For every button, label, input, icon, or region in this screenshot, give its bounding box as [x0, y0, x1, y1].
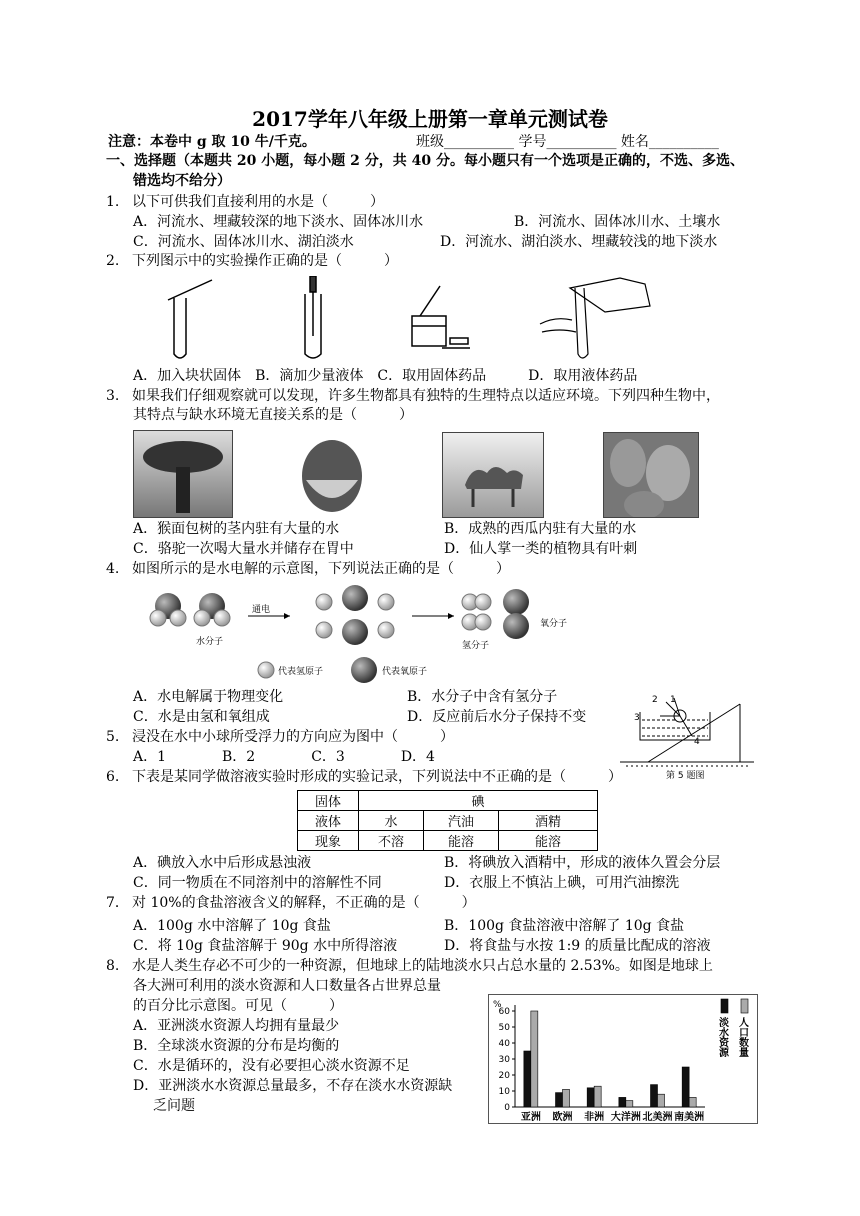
test-tube-solid-illustration — [168, 280, 212, 358]
q3-option-b[interactable]: B．成熟的西瓜内驻有大量的水 — [444, 521, 637, 537]
bar-population — [594, 1086, 601, 1107]
name-field[interactable]: __________ — [648, 134, 719, 150]
q6-option-a[interactable]: A．碘放入水中后形成悬浊液 — [133, 855, 312, 871]
y-tick-label: 10 — [498, 1087, 510, 1097]
q8-stem-line1: 8. 水是人类生存必不可少的一种资源，但地球上的陆地淡水只占总水量的 2.53%。如图是地球上 — [106, 958, 713, 974]
q8-option-c[interactable]: C．水是循环的，没有必要担心淡水资源不足 — [133, 1058, 410, 1074]
x-tick-label: 亚洲 — [520, 1112, 541, 1123]
q1-option-b[interactable]: B．河流水、固体冰川水、土壤水 — [514, 214, 721, 230]
page-title: 2017学年八年级上册第一章单元测试卷 — [252, 107, 608, 131]
q7-option-d[interactable]: D．将食盐与水按 1:9 的质量比配成的溶液 — [444, 938, 711, 954]
x-tick-label: 大洋洲 — [610, 1112, 641, 1123]
bar-population — [626, 1101, 633, 1107]
y-tick-label: 60 — [498, 1007, 510, 1017]
bar-population — [658, 1094, 665, 1107]
section-heading-line1: 一、选择题（本题共 20 小题，每小题 2 分，共 40 分。每小题只有一个选项是正确的，不选、多选、 — [106, 153, 744, 169]
hydrogen-atom-key — [258, 662, 274, 678]
table-cell: 汽油 — [424, 811, 499, 831]
q3-stem-line2: 其特点与缺水环境无直接关系的是（ ） — [133, 407, 413, 423]
dropper-illustration — [305, 276, 321, 358]
legend-label: 人口数量 — [736, 1017, 748, 1057]
water-molecule-label: 水分子 — [196, 637, 224, 647]
reaction-arrowhead-1 — [284, 613, 290, 619]
q7-option-b[interactable]: B．100g 食盐溶液中溶解了 10g 食盐 — [444, 918, 685, 934]
cactus-photo — [603, 432, 699, 518]
legend-swatch — [721, 999, 728, 1013]
reaction-arrowhead-2 — [448, 613, 454, 619]
q1-option-d[interactable]: D．河流水、湖泊淡水、埋藏较浅的地下淡水 — [440, 234, 718, 250]
q2-options[interactable]: A．加入块状固体 B．滴加少量液体 C．取用固体药品 D．取用液体药品 — [133, 368, 638, 384]
bar-population — [689, 1097, 696, 1107]
q8-option-b[interactable]: B．全球淡水资源的分布是均衡的 — [133, 1038, 340, 1054]
table-cell: 能溶 — [424, 831, 499, 851]
q8-stem-line2: 各大洲可利用的淡水资源和人口数量各占世界总量 — [133, 978, 441, 994]
watermelon-photo — [296, 430, 368, 516]
q1-stem: 1. 以下可供我们直接利用的水是（ ） — [106, 194, 384, 210]
id-field[interactable]: __________ — [546, 134, 617, 150]
table-cell: 固体 — [298, 791, 359, 811]
figure-caption: 第 5 题图 — [666, 771, 705, 781]
oxygen-atom-key-label: 代表氧原子 — [382, 667, 428, 677]
q6-option-d[interactable]: D．衣服上不慎沾上碘，可用汽油擦洗 — [444, 875, 680, 891]
direction-label-3: 3 — [634, 713, 640, 723]
bar-freshwater — [556, 1093, 563, 1107]
iodine-record-table — [297, 790, 598, 851]
y-tick-label: 30 — [498, 1055, 510, 1065]
q8-option-a[interactable]: A．亚洲淡水资源人均拥有量最少 — [133, 1018, 340, 1034]
baobab-photo — [133, 430, 233, 518]
direction-label-2: 2 — [652, 695, 658, 705]
table-cell: 酒精 — [499, 811, 598, 831]
q3-option-c[interactable]: C．骆驼一次喝大量水并储存在胃中 — [133, 541, 354, 557]
legend-swatch — [741, 999, 748, 1013]
q2-lab-figures — [150, 276, 680, 366]
incline — [648, 704, 740, 762]
class-label: 班级 — [416, 134, 444, 150]
table-row — [298, 831, 598, 851]
bar-freshwater — [651, 1085, 658, 1107]
q1-option-a[interactable]: A．河流水、埋藏较深的地下淡水、固体冰川水 — [133, 214, 424, 230]
q6-option-c[interactable]: C．同一物质在不同溶剂中的溶解性不同 — [133, 875, 382, 891]
oxygen-atom-key — [351, 657, 377, 683]
q7-option-a[interactable]: A．100g 水中溶解了 10g 食盐 — [133, 918, 331, 934]
jar-spoon-illustration — [412, 286, 470, 348]
note-line — [108, 132, 316, 152]
bar-freshwater — [524, 1051, 531, 1107]
x-tick-label: 欧洲 — [552, 1112, 573, 1123]
hydrogen-molecules — [462, 594, 491, 630]
freshwater-population-chart — [488, 994, 758, 1124]
water-molecule-right — [194, 593, 230, 626]
y-tick-label: 50 — [498, 1023, 510, 1033]
q3-option-d[interactable]: D．仙人掌一类的植物具有叶刺 — [444, 541, 638, 557]
q7-option-c[interactable]: C．将 10g 食盐溶解于 90g 水中所得溶液 — [133, 938, 398, 954]
oxygen-molecule — [503, 589, 529, 639]
table-cell: 碘 — [359, 791, 598, 811]
y-axis-label: % — [493, 1000, 502, 1010]
q4-option-c[interactable]: C．水是由氢和氧组成 — [133, 709, 270, 725]
table-cell: 能溶 — [499, 831, 598, 851]
table-cell: 现象 — [298, 831, 359, 851]
q1-option-c[interactable]: C．河流水、固体冰川水、湖泊淡水 — [133, 234, 354, 250]
q4-stem: 4. 如图所示的是水电解的示意图，下列说法正确的是（ ） — [106, 561, 510, 577]
q4-option-b[interactable]: B．水分子中含有氢分子 — [407, 689, 558, 705]
bar-population — [531, 1011, 538, 1107]
table-cell: 不溶 — [359, 831, 424, 851]
note-label: 注意：本卷中 g 取 10 牛/千克。 — [108, 134, 316, 150]
name-label: 姓名 — [620, 134, 649, 150]
direction-label-1: 1 — [670, 695, 676, 705]
q4-option-a[interactable]: A．水电解属于物理变化 — [133, 689, 284, 705]
electrolysis-diagram — [140, 582, 590, 686]
student-info — [416, 132, 719, 152]
camel-photo — [442, 432, 544, 518]
q3-option-a[interactable]: A．猴面包树的茎内驻有大量的水 — [133, 521, 340, 537]
q5-stem: 5. 浸没在水中小球所受浮力的方向应为图中（ ） — [106, 729, 454, 745]
x-tick-label: 非洲 — [584, 1112, 605, 1123]
direction-label-4: 4 — [694, 737, 700, 747]
x-tick-label: 北美洲 — [642, 1112, 673, 1123]
x-tick-label: 南美洲 — [674, 1112, 705, 1123]
id-label: 学号 — [518, 134, 547, 150]
y-tick-label: 20 — [498, 1071, 510, 1081]
buoyancy-figure — [620, 694, 760, 784]
table-row — [298, 791, 598, 811]
pouring-liquid-illustration — [540, 278, 650, 358]
hydrogen-atom-key-label: 代表氢原子 — [278, 667, 324, 677]
table-row — [298, 811, 598, 831]
legend-label: 淡水资源 — [716, 1017, 728, 1057]
q8-option-d-cont: 乏问题 — [153, 1098, 195, 1114]
water-molecule-left — [150, 593, 186, 626]
q8-stem-line3: 的百分比示意图。可见（ ） — [133, 998, 343, 1014]
q3-stem-line1: 3. 如果我们仔细观察就可以发现，许多生物都具有独特的生理特点以适应环境。下列四种生物中， — [106, 388, 720, 404]
oxygen-molecule-label: 氧分子 — [540, 619, 568, 629]
q7-stem: 7． 对 10%的食盐溶液含义的解释，不正确的是（ ） — [106, 895, 476, 911]
y-tick-label: 0 — [504, 1103, 510, 1113]
bar-freshwater — [682, 1067, 689, 1107]
q6-stem: 6. 下表是某同学做溶液实验时形成的实验记录，下列说法中不正确的是（ ） — [106, 769, 622, 785]
separated-atoms — [316, 585, 394, 645]
bar-freshwater — [587, 1088, 594, 1107]
power-label: 通电 — [252, 605, 271, 615]
q2-stem: 2. 下列图示中的实验操作正确的是（ ） — [106, 253, 398, 269]
class-field[interactable]: __________ — [444, 134, 514, 150]
bar-population — [563, 1089, 570, 1107]
q5-options[interactable]: A．1 B．2 C．3 D．4 — [133, 749, 435, 765]
table-cell: 水 — [359, 811, 424, 831]
q4-option-d[interactable]: D．反应前后水分子保持不变 — [407, 709, 587, 725]
q8-option-d[interactable]: D．亚洲淡水水资源总量最多，不存在淡水水资源缺 — [133, 1078, 453, 1094]
table-cell: 液体 — [298, 811, 359, 831]
y-tick-label: 40 — [498, 1039, 510, 1049]
bar-freshwater — [619, 1097, 626, 1107]
section-heading-line2: 错选均不给分） — [133, 173, 231, 189]
q6-option-b[interactable]: B．将碘放入酒精中，形成的液体久置会分层 — [444, 855, 721, 871]
hydrogen-molecule-label: 氢分子 — [462, 641, 490, 651]
